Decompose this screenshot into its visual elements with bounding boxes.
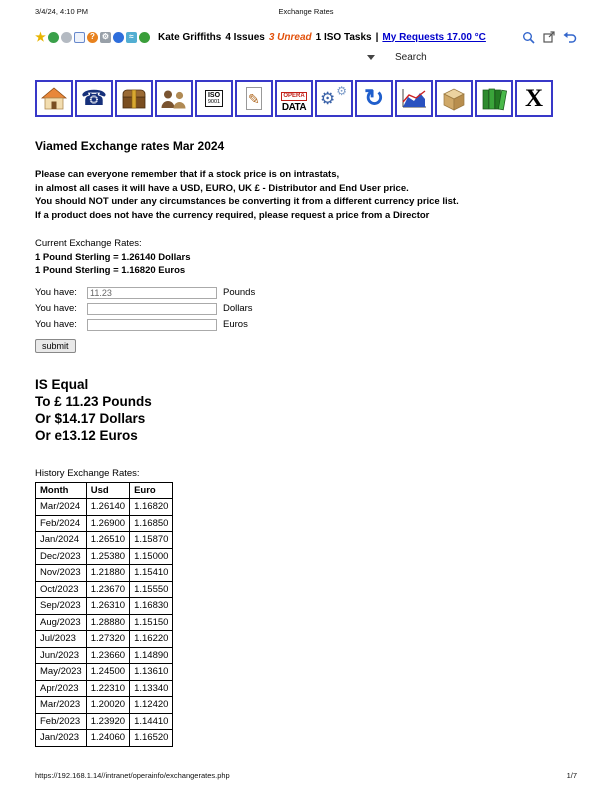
history-cell: Jul/2023 [36, 631, 87, 648]
iso-badge-line2: 9001 [207, 99, 221, 106]
history-cell: 1.12420 [130, 697, 173, 714]
history-cell: 1.13610 [130, 664, 173, 681]
books-icon [481, 87, 507, 111]
result-line: IS Equal [35, 376, 89, 392]
conversion-result [35, 376, 577, 444]
unread-count[interactable]: 3 Unread [268, 31, 312, 43]
excel-x-icon: X [524, 85, 544, 112]
history-cell: Feb/2023 [36, 713, 87, 730]
converter-row [35, 318, 577, 332]
history-heading: History Exchange Rates: [35, 467, 140, 479]
you-have-label: You have: [35, 303, 77, 314]
chart-icon [400, 88, 428, 110]
search-icon[interactable] [522, 31, 535, 44]
rate-line-euros: 1 Pound Sterling = 1.16820 Euros [35, 265, 186, 276]
toolbar-notes-button[interactable] [235, 80, 273, 117]
history-cell: 1.26900 [86, 515, 129, 532]
history-cell: 1.15000 [130, 548, 173, 565]
history-cell: Sep/2023 [36, 598, 87, 615]
history-cell: 1.16220 [130, 631, 173, 648]
history-cell: 1.21880 [86, 565, 129, 582]
plant-icon[interactable] [139, 32, 150, 43]
history-cell: 1.26510 [86, 532, 129, 549]
table-row [36, 565, 173, 582]
history-cell: 1.15410 [130, 565, 173, 582]
pencil-document-icon [246, 87, 262, 110]
parcel-icon [441, 87, 467, 111]
toolbar-archive-button[interactable] [115, 80, 153, 117]
col-month: Month [36, 482, 87, 499]
currency-label: Dollars [223, 303, 253, 314]
user-name: Kate Griffiths [158, 31, 222, 43]
history-cell: 1.23670 [86, 581, 129, 598]
table-row [36, 713, 173, 730]
history-cell: Oct/2023 [36, 581, 87, 598]
favorite-star-icon[interactable]: ★ [35, 30, 46, 44]
print-timestamp: 3/4/24, 4:10 PM [35, 7, 88, 16]
print-footer [35, 771, 577, 780]
print-page-number: 1/7 [566, 771, 577, 780]
result-line: Or e13.12 Euros [35, 427, 138, 443]
opera-logo-line1: OPERA [283, 93, 305, 100]
amount-input-pounds[interactable] [87, 287, 217, 299]
history-cell: Jan/2023 [36, 730, 87, 747]
history-cell: 1.15150 [130, 614, 173, 631]
toolbar-settings-button[interactable] [315, 80, 353, 117]
history-cell: 1.23660 [86, 647, 129, 664]
history-cell: Aug/2023 [36, 614, 87, 631]
opera-logo-line2: DATA [281, 101, 307, 113]
history-cell: 1.28880 [86, 614, 129, 631]
history-cell: Apr/2023 [36, 680, 87, 697]
history-cell: 1.14410 [130, 713, 173, 730]
status-divider: | [375, 31, 379, 43]
you-have-label: You have: [35, 319, 77, 330]
toolbar-library-button[interactable] [475, 80, 513, 117]
history-cell: May/2023 [36, 664, 87, 681]
page-title: Viamed Exchange rates Mar 2024 [35, 139, 225, 153]
table-row [36, 697, 173, 714]
history-tbody [36, 499, 173, 747]
converter-row [35, 302, 577, 316]
iso-tasks-count[interactable]: 1 ISO Tasks [315, 31, 372, 43]
currency-label: Euros [223, 319, 248, 330]
table-row [36, 581, 173, 598]
toolbar-opera-button[interactable] [275, 80, 313, 117]
intro-line: in almost all cases it will have a USD, EURO, UK £ - Distributor and End User price. [35, 182, 409, 194]
history-cell: 1.16830 [130, 598, 173, 615]
toolbar-stock-button[interactable] [435, 80, 473, 117]
table-header-row [36, 482, 173, 499]
globe-icon[interactable] [113, 32, 124, 43]
result-line: To £ 11.23 Pounds [35, 393, 152, 409]
open-new-window-icon[interactable] [543, 31, 555, 43]
print-header [35, 7, 577, 16]
history-cell: 1.16520 [130, 730, 173, 747]
intro-line: If a product does not have the currency required, please request a price from a Director [35, 209, 430, 221]
table-row [36, 598, 173, 615]
you-have-label: You have: [35, 287, 77, 298]
history-cell: 1.16820 [130, 499, 173, 516]
table-row [36, 680, 173, 697]
col-usd: Usd [86, 482, 129, 499]
gears-icon [320, 85, 348, 112]
result-line: Or $14.17 Dollars [35, 410, 146, 426]
toolbar-home-button[interactable] [35, 80, 73, 117]
history-cell: 1.15870 [130, 532, 173, 549]
history-cell: 1.26140 [86, 499, 129, 516]
treasure-chest-icon [121, 88, 147, 110]
table-row [36, 647, 173, 664]
table-row [36, 664, 173, 681]
history-cell: 1.24500 [86, 664, 129, 681]
history-cell: Feb/2024 [36, 515, 87, 532]
gear-large-glyph: ⚙ [320, 89, 336, 108]
history-cell: 1.27320 [86, 631, 129, 648]
submit-button[interactable]: submit [35, 339, 76, 353]
amount-input-euros[interactable] [87, 319, 217, 331]
home-icon [41, 87, 67, 111]
rate-line-dollars: 1 Pound Sterling = 1.26140 Dollars [35, 251, 191, 263]
window-icon[interactable] [74, 32, 85, 43]
history-cell: 1.26310 [86, 598, 129, 615]
history-cell: Mar/2023 [36, 697, 87, 714]
toolbar-phone-button[interactable] [75, 80, 113, 117]
my-requests-link[interactable]: My Requests 17.00 °C [382, 31, 486, 43]
history-cell: 1.14890 [130, 647, 173, 664]
status-bar [35, 30, 577, 44]
intro-line: Please can everyone remember that if a stock price is on intrastats, [35, 169, 340, 180]
history-cell: 1.25380 [86, 548, 129, 565]
history-cell: 1.16850 [130, 515, 173, 532]
history-cell: Jan/2024 [36, 532, 87, 549]
table-row [36, 532, 173, 549]
gear-small-glyph: ⚙ [336, 84, 347, 98]
intro-paragraph [35, 168, 577, 222]
recycle-icon[interactable] [48, 32, 59, 43]
history-cell: 1.22310 [86, 680, 129, 697]
dropdown-chevron-icon[interactable] [367, 55, 375, 60]
history-cell: 1.13340 [130, 680, 173, 697]
toolbar-reports-button[interactable] [395, 80, 433, 117]
status-text [158, 32, 486, 43]
history-cell: Mar/2024 [36, 499, 87, 516]
history-cell: Dec/2023 [36, 548, 87, 565]
amount-input-dollars[interactable] [87, 303, 217, 315]
toolbar-refresh-button[interactable] [355, 80, 393, 117]
print-doc-title: Exchange Rates [278, 7, 334, 16]
search-input[interactable] [393, 51, 483, 64]
phone-icon: ☎ [80, 87, 108, 110]
table-row [36, 515, 173, 532]
table-row [36, 631, 173, 648]
statusbar-icons [35, 32, 150, 43]
current-rates [35, 237, 577, 278]
toolbar-contacts-button[interactable] [155, 80, 193, 117]
print-url: https://192.168.1.14//intranet/operainfo/exchangerates.php [35, 771, 230, 780]
toolbar-excel-button[interactable] [515, 80, 553, 117]
history-cell: 1.24060 [86, 730, 129, 747]
history-table [35, 482, 173, 747]
help-icon[interactable]: ? [87, 32, 98, 43]
table-row [36, 548, 173, 565]
undo-arrow-icon[interactable] [563, 31, 577, 43]
currency-label: Pounds [223, 287, 256, 298]
refresh-icon: ↻ [363, 84, 385, 112]
toolbar [35, 80, 577, 117]
issues-count[interactable]: 4 Issues [225, 31, 265, 43]
people-icon [160, 88, 188, 110]
search-row [367, 50, 577, 64]
converter-form [35, 286, 577, 332]
history-cell: 1.23920 [86, 713, 129, 730]
opera-data-logo [281, 84, 306, 113]
statusbar-right-icons [522, 31, 577, 44]
col-euro: Euro [130, 482, 173, 499]
toolbar-iso-button[interactable] [195, 80, 233, 117]
tools-icon[interactable]: ⚙ [101, 32, 110, 41]
table-row [36, 499, 173, 516]
history-cell: 1.15550 [130, 581, 173, 598]
water-icon[interactable]: ≈ [126, 32, 137, 43]
history-cell: Jun/2023 [36, 647, 87, 664]
history-cell: 1.20020 [86, 697, 129, 714]
table-row [36, 614, 173, 631]
converter-row [35, 286, 577, 300]
history-cell: Nov/2023 [36, 565, 87, 582]
current-rates-heading: Current Exchange Rates: [35, 238, 142, 249]
iso-badge-line1: ISO [207, 91, 221, 99]
table-row [36, 730, 173, 747]
disc-icon[interactable] [61, 32, 72, 43]
iso-9001-badge [205, 90, 223, 108]
intro-line: You should NOT under any circumstances be converting it from a different currency price list. [35, 196, 459, 207]
pencil-glyph: ✎ [248, 91, 260, 107]
